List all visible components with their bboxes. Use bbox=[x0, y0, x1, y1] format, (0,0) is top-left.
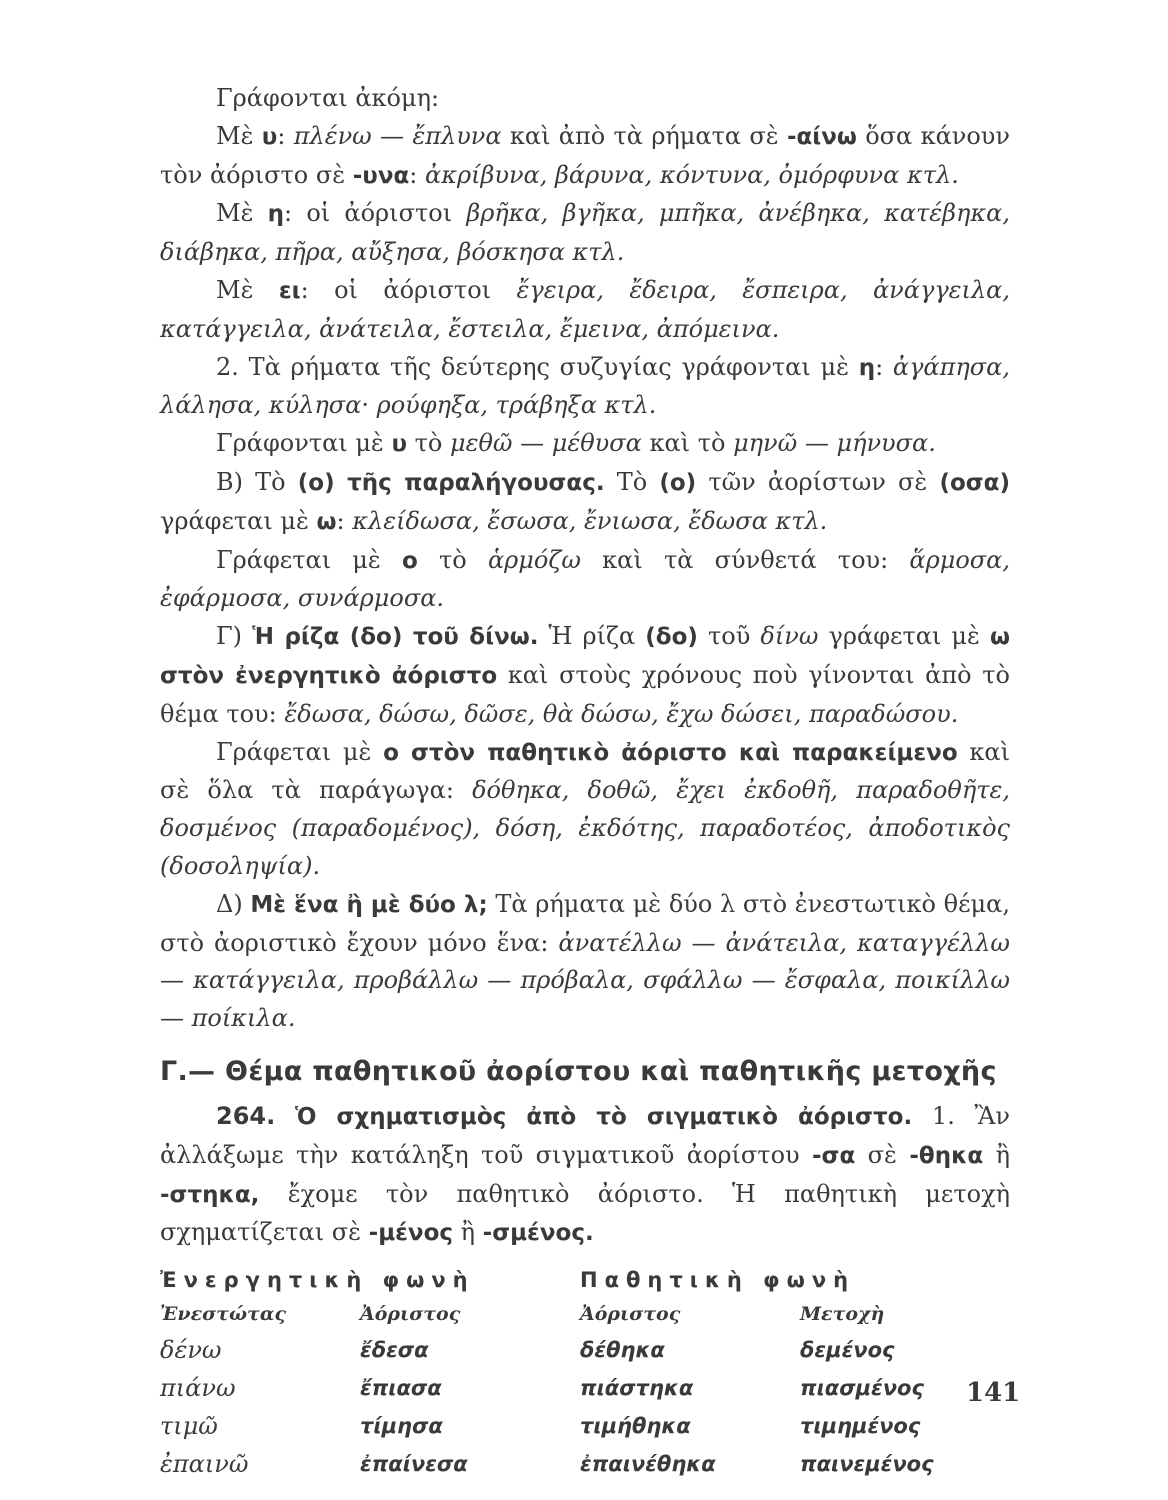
paragraph: Γράφεται μὲ ο στὸν παθητικὸ ἀόριστο καὶ παρακείμενο καὶ σὲ ὅλα τὰ παράγωγα: δόθηκα, δοθῶ, ἔχει ἐκδοθῆ, παραδοθῆτε, δοσμένος (παραδομένος), δόση, ἐκδότης, παραδοτέος, ἀποδοτικὸς (δοσοληψία). bbox=[160, 737, 1010, 880]
cell-aorist: ἐπαίνεσα bbox=[360, 1452, 468, 1477]
conjugation-table bbox=[160, 1263, 950, 1483]
col-aorist-passive: Ἀόριστος bbox=[580, 1303, 681, 1326]
table-row bbox=[160, 1331, 950, 1369]
active-voice-header: Ἐνεργητικὴ φωνὴ bbox=[160, 1268, 475, 1293]
cell-present: δένω bbox=[160, 1336, 222, 1365]
table-row bbox=[160, 1369, 950, 1407]
paragraph: Μὲ υ: πλένω — ἔπλυνα καὶ ἀπὸ τὰ ρήματα σὲ -αίνω ὅσα κάνουν τὸν ἀόριστο σὲ -υνα: ἀκρίβυνα, βάρυνα, κόντυνα, ὀμόρφυνα κτλ. bbox=[160, 121, 1010, 189]
table-row bbox=[160, 1445, 950, 1483]
section-heading: Γ.— Θέμα παθητικοῦ ἀορίστου καὶ παθητικῆς μετοχῆς bbox=[160, 1055, 997, 1087]
passive-voice-header: Παθητικὴ φωνὴ bbox=[580, 1268, 856, 1293]
col-aorist: Ἀόριστος bbox=[360, 1303, 461, 1326]
table-row bbox=[160, 1407, 950, 1445]
col-present: Ἐνεστώτας bbox=[160, 1303, 287, 1326]
cell-passive: πιάστηκα bbox=[580, 1376, 694, 1401]
paragraph: Γράφεται μὲ ο τὸ ἁρμόζω καὶ τὰ σύνθετά του: ἅρμοσα, ἐφάρμοσα, συνάρμοσα. bbox=[160, 545, 1011, 613]
cell-participle: πιασμένος bbox=[800, 1376, 924, 1401]
page-number: 141 bbox=[966, 1378, 1021, 1408]
cell-participle: δεμένος bbox=[800, 1338, 895, 1363]
paragraph: Δ) Μὲ ἕνα ἢ μὲ δύο λ; Τὰ ρήματα μὲ δύο λ στὸ ἐνεστωτικὸ θέμα, στὸ ἀοριστικὸ ἔχουν μόνο ἕνα: ἀνατέλλω — ἀνάτειλα, καταγγέλλω — κατάγγειλα, προβάλλω — πρόβαλα, σφάλλω — ἔσφαλα, ποικίλλω — ποίκιλα. bbox=[160, 889, 1010, 1033]
cell-aorist: ἔδεσα bbox=[360, 1338, 429, 1363]
paragraph: Μὲ ει: οἱ ἀόριστοι ἔγειρα, ἔδειρα, ἔσπειρα, ἀνάγγειλα, κατάγγειλα, ἀνάτειλα, ἔστειλα, ἔμεινα, ἀπόμεινα. bbox=[160, 275, 1011, 343]
col-participle: Μετοχὴ bbox=[800, 1303, 885, 1326]
paragraph: Β) Τὸ (ο) τῆς παραλήγουσας. Τὸ (ο) τῶν ἀορίστων σὲ (οσα) γράφεται μὲ ω: κλείδωσα, ἔσωσα, ἔνιωσα, ἔδωσα κτλ. bbox=[160, 467, 1010, 535]
cell-aorist: τίμησα bbox=[360, 1414, 443, 1439]
paragraph: Γ) Ἡ ρίζα (δο) τοῦ δίνω. Ἡ ρίζα (δο) τοῦ δίνω γράφεται μὲ ω στὸν ἐνεργητικὸ ἀόριστο καὶ στοὺς χρόνους ποὺ γίνονται ἀπὸ τὸ θέμα του: ἔδωσα, δώσω, δῶσε, θὰ δώσω, ἔχω δώσει, παραδώσου. bbox=[160, 622, 1010, 728]
voice-header-row bbox=[160, 1263, 950, 1297]
paragraph: 2. Τὰ ρήματα τῆς δεύτερης συζυγίας γράφονται μὲ η: ἀγάπησα, λάλησα, κύλησα· ρούφηξα, τράβηξα κτλ. bbox=[160, 352, 1011, 420]
column-header-row bbox=[160, 1297, 950, 1331]
cell-passive: δέθηκα bbox=[580, 1338, 665, 1363]
cell-participle: τιμημένος bbox=[800, 1414, 921, 1439]
paragraph: Γράφονται ἀκόμη: bbox=[216, 84, 440, 112]
cell-participle: παινεμένος bbox=[800, 1452, 934, 1477]
paragraph: 264. Ὁ σχηματισμὸς ἀπὸ τὸ σιγματικὸ ἀόριστο. 1. Ἂν ἀλλάξωμε τὴν κατάληξη τοῦ σιγματικοῦ ἀορίστου -σα σὲ -θηκα ἢ -στηκα, ἔχομε τὸν παθητικὸ ἀόριστο. Ἡ παθητικὴ μετοχὴ σχηματίζεται σὲ -μένος ἢ -σμένος. bbox=[160, 1101, 1010, 1247]
cell-aorist: ἔπιασα bbox=[360, 1376, 442, 1401]
cell-passive: ἐπαινέθηκα bbox=[580, 1452, 716, 1477]
cell-present: τιμῶ bbox=[160, 1412, 218, 1441]
page-body bbox=[160, 80, 1010, 1483]
cell-present: πιάνω bbox=[160, 1374, 236, 1403]
paragraph: Γράφονται μὲ υ τὸ μεθῶ — μέθυσα καὶ τὸ μηνῶ — μήνυσα. bbox=[216, 429, 936, 458]
cell-passive: τιμήθηκα bbox=[580, 1414, 691, 1439]
paragraph: Μὲ η: οἱ ἀόριστοι βρῆκα, βγῆκα, μπῆκα, ἀνέβηκα, κατέβηκα, διάβηκα, πῆρα, αὔξησα, βόσκησα κτλ. bbox=[160, 199, 1010, 267]
cell-present: ἐπαινῶ bbox=[160, 1450, 249, 1479]
